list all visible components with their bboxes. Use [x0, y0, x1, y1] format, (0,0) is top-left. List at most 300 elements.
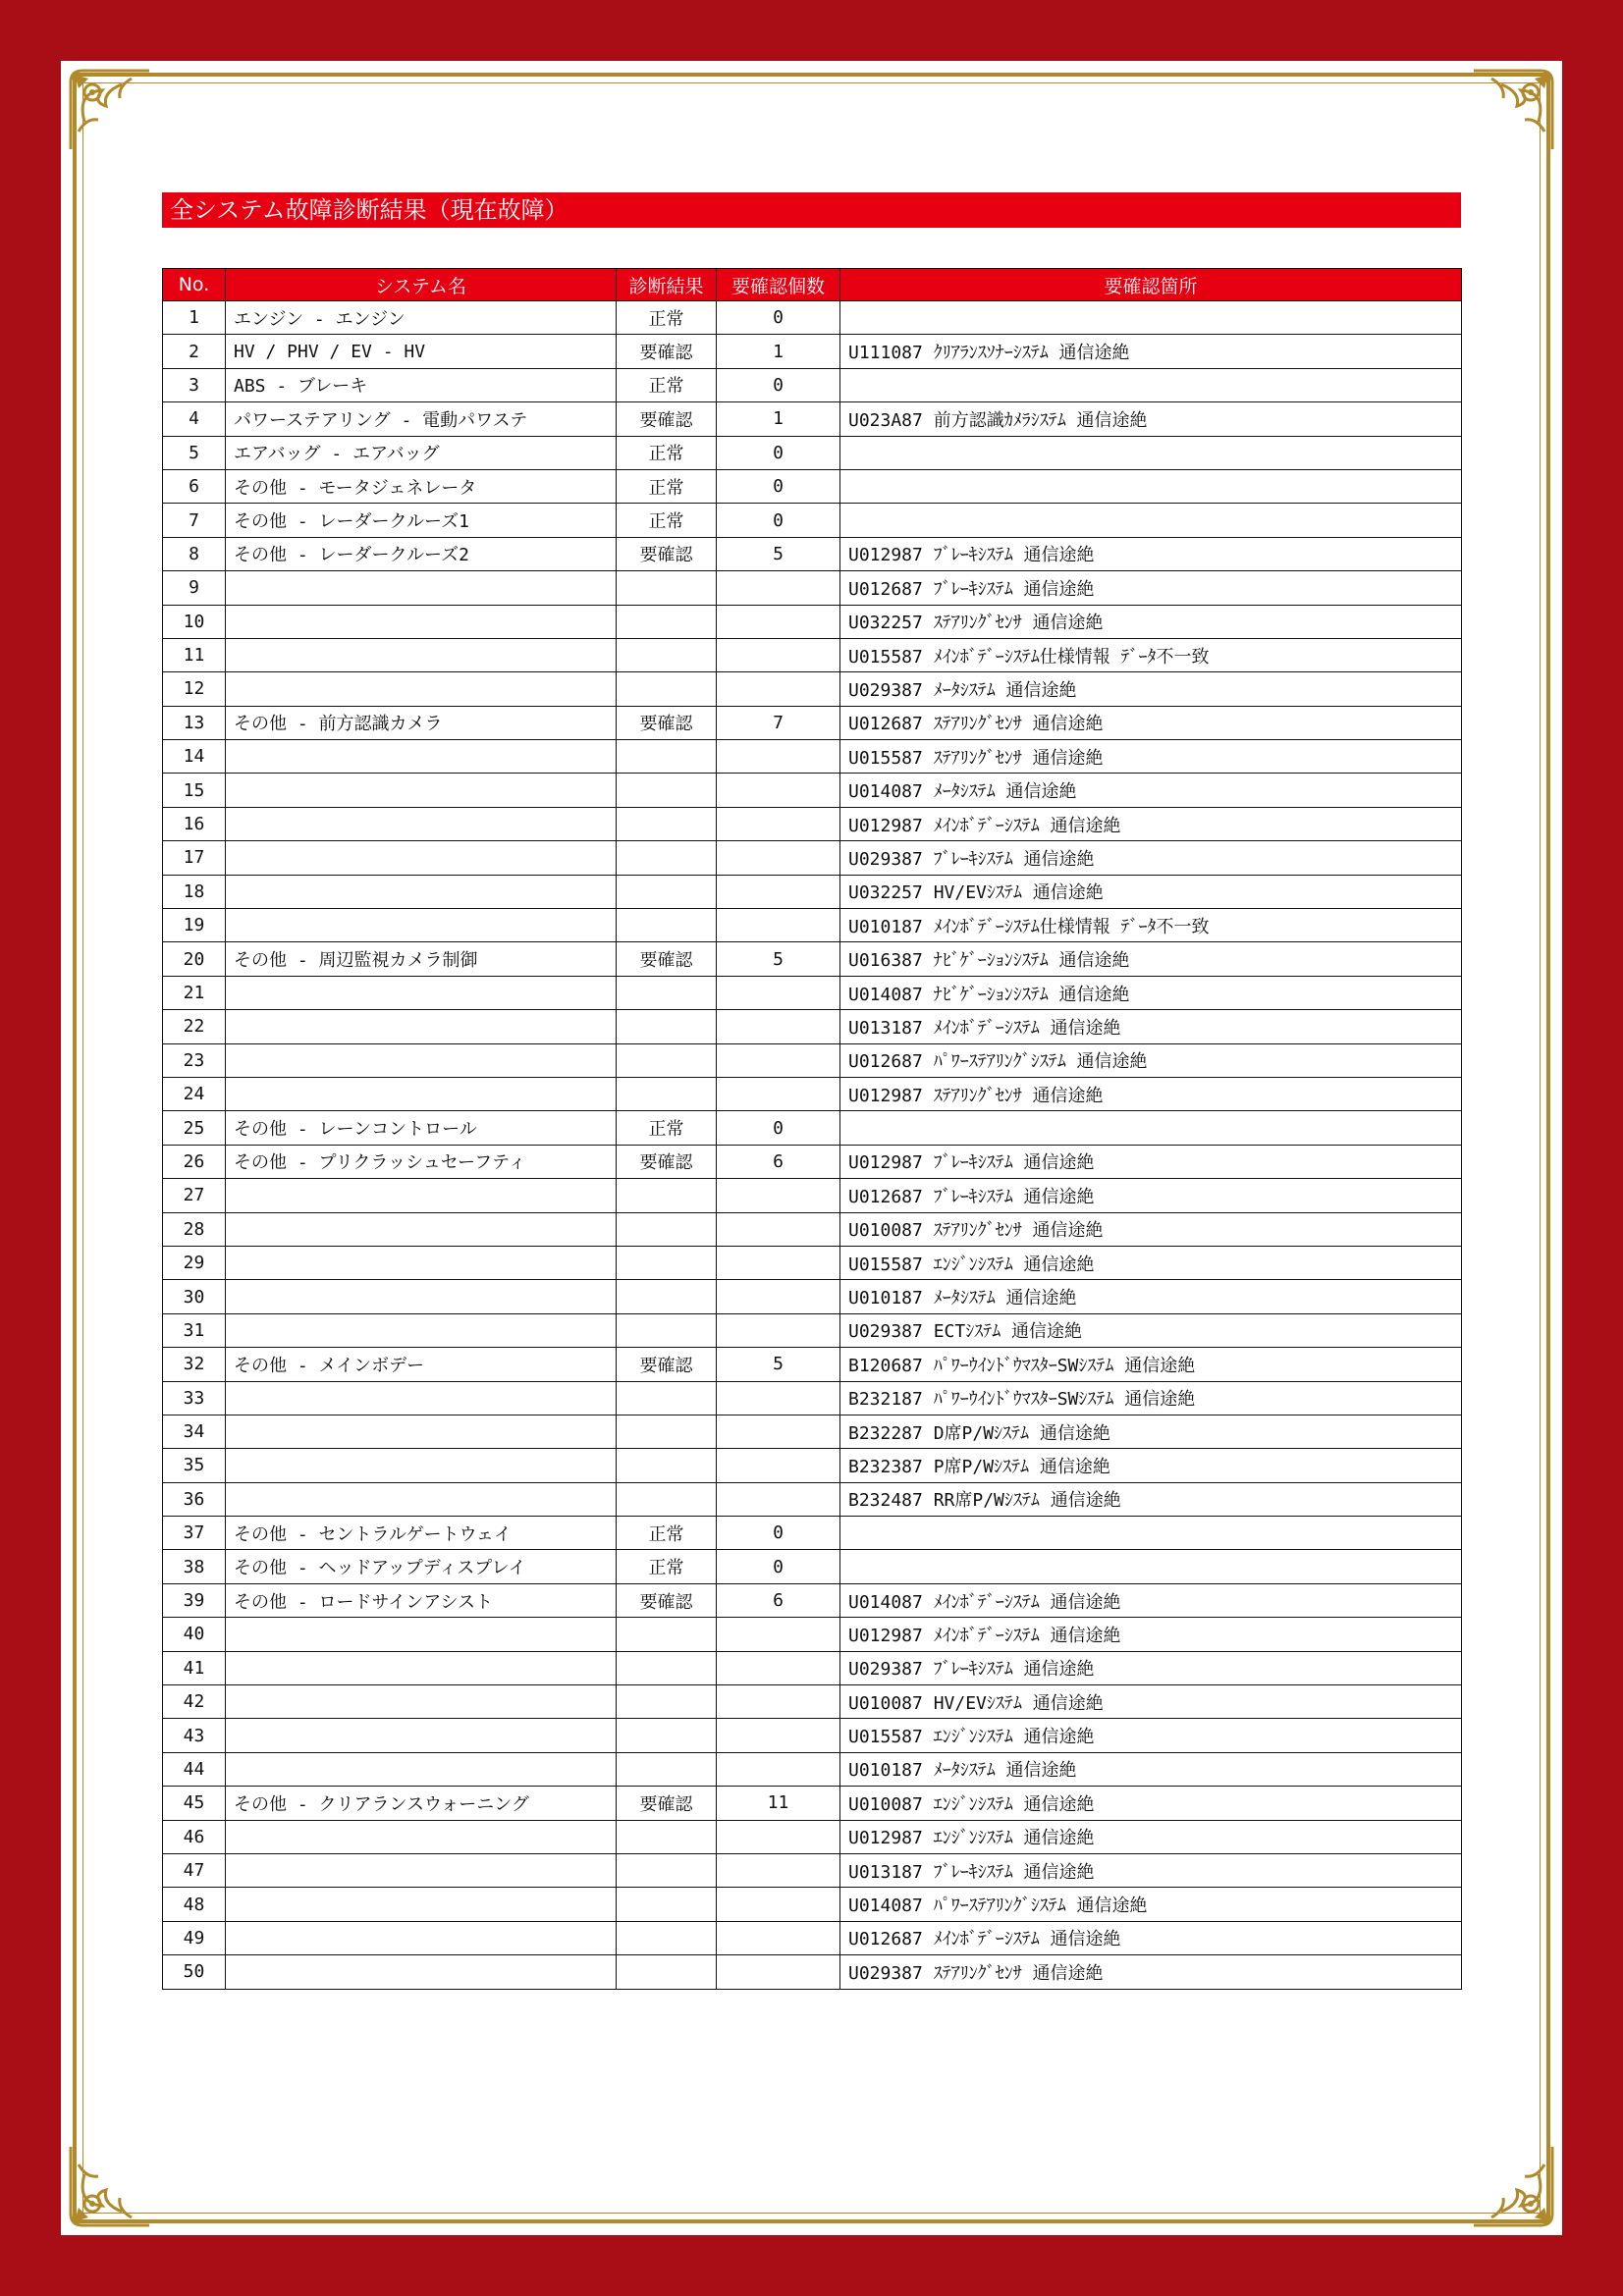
system-name-cell [226, 1381, 617, 1415]
check-location-cell [840, 436, 1462, 469]
diagnosis-result-cell [617, 1752, 717, 1786]
header-check-location: 要確認箇所 [840, 269, 1462, 301]
check-count-cell [717, 1719, 840, 1752]
check-location-cell [840, 1111, 1462, 1145]
check-count-cell [717, 1955, 840, 1989]
diagnosis-result-cell: 正常 [617, 1111, 717, 1145]
row-number: 17 [163, 841, 226, 875]
system-name-cell [226, 1752, 617, 1786]
table-row [163, 1246, 1462, 1279]
check-count-cell [717, 1280, 840, 1313]
diagnosis-result-cell [617, 1482, 717, 1516]
check-location-cell: U012987 ﾌﾞﾚｰｷｼｽﾃﾑ 通信途絶 [840, 1145, 1462, 1178]
table-row [163, 1179, 1462, 1212]
check-location-cell: U012687 ﾌﾞﾚｰｷｼｽﾃﾑ 通信途絶 [840, 571, 1462, 605]
check-count-cell: 7 [717, 706, 840, 739]
check-count-cell: 5 [717, 1348, 840, 1381]
header-system-name: システム名 [226, 269, 617, 301]
diagnosis-result-cell: 要確認 [617, 537, 717, 570]
table-row [163, 368, 1462, 401]
corner-ornament-icon [1466, 63, 1560, 157]
diagnosis-result-cell [617, 1381, 717, 1415]
system-name-cell [226, 1853, 617, 1887]
row-number: 38 [163, 1550, 226, 1583]
system-name-cell [226, 875, 617, 908]
table-row [163, 1955, 1462, 1989]
system-name-cell: その他 - メインボデー [226, 1348, 617, 1381]
diagnosis-result-cell [617, 1246, 717, 1279]
system-name-cell [226, 1010, 617, 1043]
row-number: 15 [163, 774, 226, 807]
table-row [163, 909, 1462, 942]
diagnosis-result-cell [617, 841, 717, 875]
diagnosis-result-cell: 正常 [617, 436, 717, 469]
check-count-cell [717, 672, 840, 706]
check-count-cell [717, 1820, 840, 1853]
table-row [163, 1618, 1462, 1651]
check-count-cell [717, 571, 840, 605]
row-number: 40 [163, 1618, 226, 1651]
check-location-cell: U023A87 前方認識ｶﾒﾗｼｽﾃﾑ 通信途絶 [840, 402, 1462, 436]
system-name-cell: その他 - プリクラッシュセーフティ [226, 1145, 617, 1178]
check-count-cell: 0 [717, 504, 840, 537]
check-location-cell: U012987 ﾒｲﾝﾎﾞﾃﾞｰｼｽﾃﾑ 通信途絶 [840, 807, 1462, 840]
check-count-cell [717, 1853, 840, 1887]
system-name-cell [226, 1618, 617, 1651]
system-name-cell: その他 - レーダークルーズ2 [226, 537, 617, 570]
check-count-cell: 1 [717, 402, 840, 436]
check-count-cell [717, 1010, 840, 1043]
table-row [163, 875, 1462, 908]
table-row [163, 1313, 1462, 1347]
diagnosis-result-cell [617, 571, 717, 605]
row-number: 48 [163, 1888, 226, 1921]
diagnosis-result-cell: 要確認 [617, 335, 717, 368]
diagnosis-table [162, 268, 1462, 1990]
table-row [163, 740, 1462, 774]
check-location-cell [840, 504, 1462, 537]
system-name-cell [226, 909, 617, 942]
system-name-cell [226, 1685, 617, 1719]
header-diagnosis-result: 診断結果 [617, 269, 717, 301]
check-count-cell [717, 1179, 840, 1212]
system-name-cell [226, 672, 617, 706]
table-row [163, 1482, 1462, 1516]
system-name-cell [226, 1651, 617, 1684]
table-row [163, 1145, 1462, 1178]
system-name-cell [226, 740, 617, 774]
check-location-cell: U010087 HV/EVｼｽﾃﾑ 通信途絶 [840, 1685, 1462, 1719]
system-name-cell: その他 - レーンコントロール [226, 1111, 617, 1145]
table-row [163, 537, 1462, 570]
table-row [163, 1517, 1462, 1550]
table-row [163, 1550, 1462, 1583]
table-row [163, 1888, 1462, 1921]
header-check-count: 要確認個数 [717, 269, 840, 301]
table-row [163, 1415, 1462, 1448]
row-number: 18 [163, 875, 226, 908]
diagnosis-result-cell [617, 1449, 717, 1482]
diagnosis-result-cell [617, 672, 717, 706]
system-name-cell [226, 1313, 617, 1347]
diagnosis-result-cell [617, 1618, 717, 1651]
check-count-cell: 0 [717, 1517, 840, 1550]
table-row [163, 942, 1462, 976]
system-name-cell: エンジン - エンジン [226, 301, 617, 335]
check-count-cell: 0 [717, 301, 840, 335]
check-count-cell [717, 1043, 840, 1077]
table-row [163, 672, 1462, 706]
check-count-cell: 0 [717, 368, 840, 401]
row-number: 41 [163, 1651, 226, 1684]
diagnosis-result-cell: 正常 [617, 301, 717, 335]
table-row [163, 706, 1462, 739]
check-count-cell [717, 807, 840, 840]
diagnosis-result-cell: 正常 [617, 1550, 717, 1583]
row-number: 43 [163, 1719, 226, 1752]
diagnosis-result-cell: 要確認 [617, 1583, 717, 1617]
row-number: 11 [163, 638, 226, 671]
check-location-cell: U014087 ﾊﾟﾜｰｽﾃｱﾘﾝｸﾞｼｽﾃﾑ 通信途絶 [840, 1888, 1462, 1921]
check-location-cell [840, 1517, 1462, 1550]
report-title: 全システム故障診断結果（現在故障） [162, 192, 1461, 228]
check-location-cell: U010087 ｴﾝｼﾞﾝｼｽﾃﾑ 通信途絶 [840, 1787, 1462, 1820]
system-name-cell [226, 571, 617, 605]
diagnosis-result-cell [617, 807, 717, 840]
table-row [163, 1077, 1462, 1110]
check-location-cell: U111087 ｸﾘｱﾗﾝｽｿﾅｰｼｽﾃﾑ 通信途絶 [840, 335, 1462, 368]
diagnosis-result-cell [617, 976, 717, 1009]
check-location-cell: B120687 ﾊﾟﾜｰｳｲﾝﾄﾞｳﾏｽﾀｰSWｼｽﾃﾑ 通信途絶 [840, 1348, 1462, 1381]
row-number: 50 [163, 1955, 226, 1989]
check-location-cell: U015587 ｴﾝｼﾞﾝｼｽﾃﾑ 通信途絶 [840, 1246, 1462, 1279]
table-row [163, 1043, 1462, 1077]
row-number: 9 [163, 571, 226, 605]
system-name-cell: その他 - ヘッドアップディスプレイ [226, 1550, 617, 1583]
system-name-cell: その他 - レーダークルーズ1 [226, 504, 617, 537]
row-number: 21 [163, 976, 226, 1009]
row-number: 49 [163, 1921, 226, 1954]
diagnosis-result-cell [617, 1921, 717, 1954]
row-number: 29 [163, 1246, 226, 1279]
check-count-cell [717, 1685, 840, 1719]
report-page [61, 61, 1562, 2235]
check-count-cell: 0 [717, 1111, 840, 1145]
check-location-cell [840, 469, 1462, 503]
check-location-cell: U032257 HV/EVｼｽﾃﾑ 通信途絶 [840, 875, 1462, 908]
system-name-cell [226, 638, 617, 671]
diagnosis-result-cell [617, 774, 717, 807]
check-count-cell [717, 1415, 840, 1448]
system-name-cell [226, 1043, 617, 1077]
row-number: 39 [163, 1583, 226, 1617]
system-name-cell [226, 1246, 617, 1279]
row-number: 42 [163, 1685, 226, 1719]
check-location-cell: B232187 ﾊﾟﾜｰｳｲﾝﾄﾞｳﾏｽﾀｰSWｼｽﾃﾑ 通信途絶 [840, 1381, 1462, 1415]
check-count-cell [717, 638, 840, 671]
system-name-cell: その他 - モータジェネレータ [226, 469, 617, 503]
table-row [163, 774, 1462, 807]
table-row [163, 1820, 1462, 1853]
check-count-cell: 6 [717, 1145, 840, 1178]
row-number: 44 [163, 1752, 226, 1786]
corner-ornament-icon [63, 2139, 157, 2233]
diagnosis-result-cell [617, 1212, 717, 1246]
diagnosis-result-cell: 要確認 [617, 706, 717, 739]
check-count-cell [717, 1313, 840, 1347]
diagnosis-result-cell [617, 1043, 717, 1077]
check-location-cell: U029387 ﾒｰﾀｼｽﾃﾑ 通信途絶 [840, 672, 1462, 706]
diagnosis-result-cell [617, 1179, 717, 1212]
table-row [163, 1449, 1462, 1482]
row-number: 7 [163, 504, 226, 537]
check-count-cell [717, 841, 840, 875]
table-row [163, 807, 1462, 840]
check-count-cell: 1 [717, 335, 840, 368]
table-row [163, 605, 1462, 638]
row-number: 4 [163, 402, 226, 436]
system-name-cell [226, 807, 617, 840]
row-number: 16 [163, 807, 226, 840]
check-count-cell [717, 1618, 840, 1651]
check-count-cell [717, 774, 840, 807]
check-count-cell: 0 [717, 1550, 840, 1583]
check-location-cell [840, 1550, 1462, 1583]
corner-ornament-icon [1466, 2139, 1560, 2233]
diagnosis-result-cell: 要確認 [617, 942, 717, 976]
system-name-cell: パワーステアリング - 電動パワステ [226, 402, 617, 436]
check-count-cell: 5 [717, 537, 840, 570]
system-name-cell [226, 1955, 617, 1989]
system-name-cell [226, 1212, 617, 1246]
row-number: 28 [163, 1212, 226, 1246]
diagnosis-result-cell [617, 1010, 717, 1043]
diagnosis-result-cell [617, 1888, 717, 1921]
row-number: 2 [163, 335, 226, 368]
row-number: 34 [163, 1415, 226, 1448]
system-name-cell [226, 1179, 617, 1212]
check-location-cell: U015587 ｽﾃｱﾘﾝｸﾞｾﾝｻ 通信途絶 [840, 740, 1462, 774]
check-count-cell [717, 1921, 840, 1954]
check-count-cell [717, 1482, 840, 1516]
system-name-cell [226, 774, 617, 807]
system-name-cell [226, 841, 617, 875]
diagnosis-result-cell [617, 638, 717, 671]
check-location-cell: U014087 ﾅﾋﾞｹﾞｰｼｮﾝｼｽﾃﾑ 通信途絶 [840, 976, 1462, 1009]
check-location-cell [840, 368, 1462, 401]
check-location-cell: U015587 ﾒｲﾝﾎﾞﾃﾞｰｼｽﾃﾑ仕様情報 ﾃﾞｰﾀ不一致 [840, 638, 1462, 671]
check-count-cell [717, 1246, 840, 1279]
check-count-cell: 0 [717, 469, 840, 503]
system-name-cell [226, 1888, 617, 1921]
system-name-cell [226, 1449, 617, 1482]
system-name-cell: その他 - ロードサインアシスト [226, 1583, 617, 1617]
diagnosis-result-cell [617, 909, 717, 942]
check-location-cell: U010187 ﾒｲﾝﾎﾞﾃﾞｰｼｽﾃﾑ仕様情報 ﾃﾞｰﾀ不一致 [840, 909, 1462, 942]
row-number: 23 [163, 1043, 226, 1077]
diagnosis-result-cell [617, 1415, 717, 1448]
row-number: 25 [163, 1111, 226, 1145]
table-row [163, 571, 1462, 605]
check-location-cell: U012687 ﾌﾞﾚｰｷｼｽﾃﾑ 通信途絶 [840, 1179, 1462, 1212]
diagnosis-result-cell: 要確認 [617, 1348, 717, 1381]
diagnosis-result-cell [617, 1719, 717, 1752]
check-location-cell: U029387 ﾌﾞﾚｰｷｼｽﾃﾑ 通信途絶 [840, 1651, 1462, 1684]
diagnosis-result-cell [617, 1853, 717, 1887]
row-number: 31 [163, 1313, 226, 1347]
check-location-cell: U012687 ﾒｲﾝﾎﾞﾃﾞｰｼｽﾃﾑ 通信途絶 [840, 1921, 1462, 1954]
row-number: 10 [163, 605, 226, 638]
diagnosis-result-cell [617, 1651, 717, 1684]
table-row [163, 1787, 1462, 1820]
diagnosis-result-cell [617, 605, 717, 638]
table-row [163, 469, 1462, 503]
check-count-cell [717, 1077, 840, 1110]
check-location-cell: U029387 ｽﾃｱﾘﾝｸﾞｾﾝｻ 通信途絶 [840, 1955, 1462, 1989]
check-location-cell: U016387 ﾅﾋﾞｹﾞｰｼｮﾝｼｽﾃﾑ 通信途絶 [840, 942, 1462, 976]
check-location-cell: U013187 ﾒｲﾝﾎﾞﾃﾞｰｼｽﾃﾑ 通信途絶 [840, 1010, 1462, 1043]
table-row [163, 504, 1462, 537]
system-name-cell [226, 1077, 617, 1110]
check-count-cell [717, 875, 840, 908]
row-number: 36 [163, 1482, 226, 1516]
diagnosis-result-cell: 正常 [617, 469, 717, 503]
table-row [163, 1719, 1462, 1752]
system-name-cell: エアバッグ - エアバッグ [226, 436, 617, 469]
row-number: 14 [163, 740, 226, 774]
system-name-cell [226, 1482, 617, 1516]
row-number: 12 [163, 672, 226, 706]
table-row [163, 402, 1462, 436]
row-number: 37 [163, 1517, 226, 1550]
diagnosis-result-cell [617, 1280, 717, 1313]
row-number: 46 [163, 1820, 226, 1853]
table-row [163, 301, 1462, 335]
check-location-cell: U010187 ﾒｰﾀｼｽﾃﾑ 通信途絶 [840, 1280, 1462, 1313]
row-number: 33 [163, 1381, 226, 1415]
table-row [163, 1921, 1462, 1954]
check-count-cell [717, 976, 840, 1009]
table-row [163, 335, 1462, 368]
row-number: 20 [163, 942, 226, 976]
table-body [163, 301, 1462, 1990]
row-number: 27 [163, 1179, 226, 1212]
check-count-cell: 11 [717, 1787, 840, 1820]
system-name-cell: ABS - ブレーキ [226, 368, 617, 401]
corner-ornament-icon [63, 63, 157, 157]
system-name-cell [226, 1719, 617, 1752]
check-location-cell: U012687 ｽﾃｱﾘﾝｸﾞｾﾝｻ 通信途絶 [840, 706, 1462, 739]
check-location-cell [840, 301, 1462, 335]
system-name-cell [226, 1820, 617, 1853]
system-name-cell: HV / PHV / EV - HV [226, 335, 617, 368]
row-number: 32 [163, 1348, 226, 1381]
system-name-cell: その他 - クリアランスウォーニング [226, 1787, 617, 1820]
row-number: 22 [163, 1010, 226, 1043]
row-number: 19 [163, 909, 226, 942]
check-location-cell: U013187 ﾌﾞﾚｰｷｼｽﾃﾑ 通信途絶 [840, 1853, 1462, 1887]
check-location-cell: U012987 ｽﾃｱﾘﾝｸﾞｾﾝｻ 通信途絶 [840, 1077, 1462, 1110]
header-no: No. [163, 269, 226, 301]
check-location-cell: B232287 D席P/Wｼｽﾃﾑ 通信途絶 [840, 1415, 1462, 1448]
system-name-cell [226, 1921, 617, 1954]
row-number: 47 [163, 1853, 226, 1887]
row-number: 3 [163, 368, 226, 401]
check-location-cell: U014087 ﾒｰﾀｼｽﾃﾑ 通信途絶 [840, 774, 1462, 807]
row-number: 35 [163, 1449, 226, 1482]
row-number: 8 [163, 537, 226, 570]
diagnosis-result-cell: 要確認 [617, 1787, 717, 1820]
row-number: 5 [163, 436, 226, 469]
row-number: 24 [163, 1077, 226, 1110]
table-row [163, 1381, 1462, 1415]
diagnosis-result-cell [617, 740, 717, 774]
check-count-cell [717, 1449, 840, 1482]
table-row [163, 1280, 1462, 1313]
table-row [163, 1348, 1462, 1381]
diagnosis-result-cell: 要確認 [617, 402, 717, 436]
table-row [163, 1651, 1462, 1684]
row-number: 45 [163, 1787, 226, 1820]
table-row [163, 1111, 1462, 1145]
system-name-cell [226, 1280, 617, 1313]
check-location-cell: U012987 ｴﾝｼﾞﾝｼｽﾃﾑ 通信途絶 [840, 1820, 1462, 1853]
check-location-cell: U010187 ﾒｰﾀｼｽﾃﾑ 通信途絶 [840, 1752, 1462, 1786]
diagnosis-result-cell [617, 1685, 717, 1719]
row-number: 6 [163, 469, 226, 503]
system-name-cell: その他 - 周辺監視カメラ制御 [226, 942, 617, 976]
table-row [163, 436, 1462, 469]
table-row [163, 841, 1462, 875]
check-count-cell: 5 [717, 942, 840, 976]
check-count-cell: 0 [717, 436, 840, 469]
check-count-cell [717, 1212, 840, 1246]
check-count-cell [717, 909, 840, 942]
row-number: 30 [163, 1280, 226, 1313]
check-count-cell [717, 1888, 840, 1921]
diagnosis-result-cell [617, 1820, 717, 1853]
check-location-cell: U032257 ｽﾃｱﾘﾝｸﾞｾﾝｻ 通信途絶 [840, 605, 1462, 638]
check-location-cell: B232387 P席P/Wｼｽﾃﾑ 通信途絶 [840, 1449, 1462, 1482]
check-count-cell [717, 1651, 840, 1684]
row-number: 26 [163, 1145, 226, 1178]
diagnosis-result-cell [617, 1077, 717, 1110]
table-row [163, 976, 1462, 1009]
check-location-cell: U029387 ECTｼｽﾃﾑ 通信途絶 [840, 1313, 1462, 1347]
table-header-row [163, 269, 1462, 301]
check-location-cell: U012687 ﾊﾟﾜｰｽﾃｱﾘﾝｸﾞｼｽﾃﾑ 通信途絶 [840, 1043, 1462, 1077]
table-row [163, 1853, 1462, 1887]
check-location-cell: U010087 ｽﾃｱﾘﾝｸﾞｾﾝｻ 通信途絶 [840, 1212, 1462, 1246]
check-count-cell: 6 [717, 1583, 840, 1617]
row-number: 1 [163, 301, 226, 335]
table-row [163, 1583, 1462, 1617]
diagnosis-result-cell [617, 1955, 717, 1989]
check-location-cell: B232487 RR席P/Wｼｽﾃﾑ 通信途絶 [840, 1482, 1462, 1516]
diagnosis-result-cell: 正常 [617, 368, 717, 401]
system-name-cell [226, 1415, 617, 1448]
diagnosis-result-cell [617, 875, 717, 908]
system-name-cell [226, 605, 617, 638]
check-count-cell [717, 605, 840, 638]
row-number: 13 [163, 706, 226, 739]
table-row [163, 1212, 1462, 1246]
table-row [163, 1685, 1462, 1719]
table-row [163, 638, 1462, 671]
check-count-cell [717, 740, 840, 774]
system-name-cell: その他 - 前方認識カメラ [226, 706, 617, 739]
diagnosis-result-cell [617, 1313, 717, 1347]
